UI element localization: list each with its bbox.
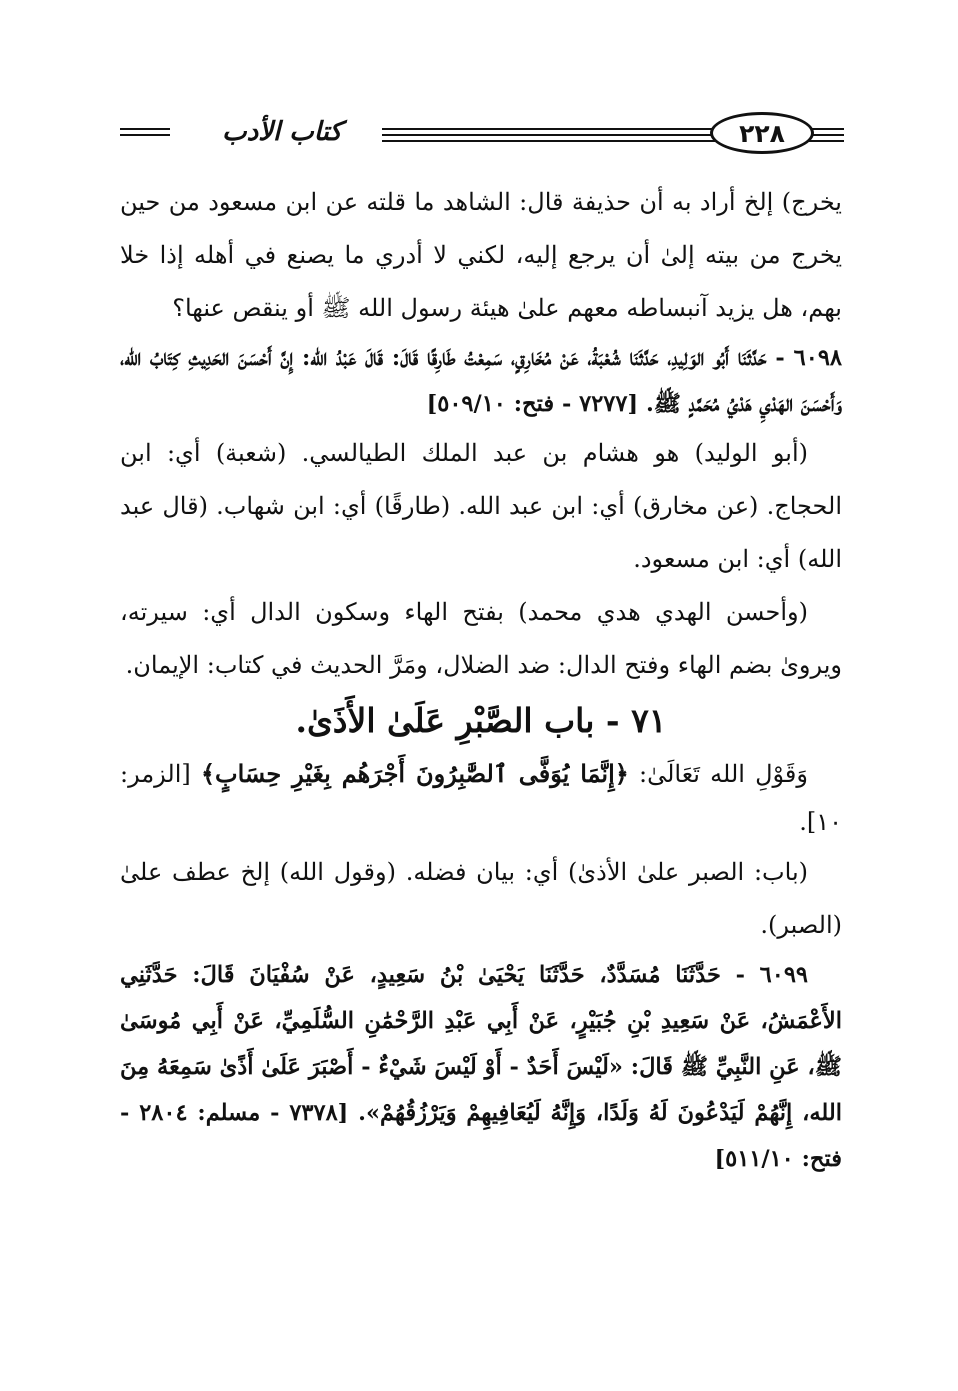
page-header [120,110,844,156]
commentary-paragraph: يخرج) إلخ أراد به أن حذيفة قال: الشاهد ما قلته عن ابن مسعود من حين يخرج من بيته إلىٰ أن يرجع إليه، لكني لا أدري ما يصنع في أهله إذا خلا بهم، هل يزيد آنبساطه معهم علىٰ هيئة رسول الله ﷺ أو ينقص عنها؟ [120,188,842,322]
page-number: ٢٢٨ [710,112,814,154]
verse-intro: وَقَوْلِ الله تَعَالَىٰ: [638,760,808,788]
header-rule-short [120,128,170,130]
commentary-paragraph: (وأحسن الهدي هدي محمد) بفتح الهاء وسكون الدال أي: سيرته، ويروىٰ بضم الهاء وفتح الدال: ضد الضلال، ومَرَّ الحديث في كتاب: الإيمان. [120,598,842,679]
verse-line [120,750,842,846]
page-body [120,176,842,1182]
verse-reference: [الزمر: ١٠]. [120,760,842,836]
hadith-6099: ٦٠٩٩ - حَدَّثَنَا مُسَدَّدٌ، حَدَّثَنَا يَحْيَىٰ بْنُ سَعِيدٍ، عَنْ سُفْيَانَ قَالَ: حَدَّثَنِي الأَعْمَشُ، عَنْ سَعِيدِ بْنِ جُبَيْرٍ، عَنْ أَبِي عَبْدِ الرَّحْمَٰنِ السُّلَمِيِّ، عَنْ أَبِي مُوسَىٰ ﷺ، عَنِ النَّبِيِّ ﷺ قَالَ: «لَيْسَ أَحَدٌ - أَوْ لَيْسَ شَيْءٌ - أَصْبَرَ عَلَىٰ أَذًىٰ سَمِعَهُ مِنَ الله، إِنَّهُمْ لَيَدْعُونَ لَهُ وَلَدًا، وَإِنَّهُ لَيُعَافِيهِمْ وَيَرْزُقُهُمْ». [٧٣٧٨ - مسلم: ٢٨٠٤ - فتح: ٥١١/١٠] [120,962,842,1172]
commentary-paragraph: (أبو الوليد) هو هشام بن عبد الملك الطيالسي. (شعبة) أي: ابن الحجاج. (عن مخارق) أي: ابن عبد الله. (طارقًا) أي: ابن شهاب. (قال عبد الله) أي: ابن مسعود. [120,439,842,573]
chapter-heading: ٧١ - باب الصَّبْرِ عَلَىٰ الأَذَىٰ. [295,701,667,740]
hadith-6098: ٦٠٩٨ - حَدَّثَنَا أَبُو الوَلِيدِ، حَدَّثَنَا شُعْبَةُ، عَنْ مُخَارِقٍ، سَمِعْتُ طَارِقًا قَالَ: قَالَ عَبْدُ الله: إِنَّ أَحْسَنَ الحَدِيثِ كِتَابُ الله، وَأَحْسَنَ الهَدْيِ هَدْيُ مُحَمَّدٍ ﷺ. [٧٢٧٧ - فتح: ٥٠٩/١٠] [120,345,842,417]
running-title: كتاب الأدب [182,112,382,152]
header-rule-short [120,134,170,136]
quran-verse: ﴿إِنَّمَا يُوَفَّى ٱلصَّٰبِرُونَ أَجْرَهُم بِغَيْرِ حِسَابٍ﴾ [200,759,629,788]
commentary-paragraph: (باب: الصبر علىٰ الأذىٰ) أي: بيان فضله. (وقول الله) إلخ عطف علىٰ (الصبر). [120,858,842,939]
